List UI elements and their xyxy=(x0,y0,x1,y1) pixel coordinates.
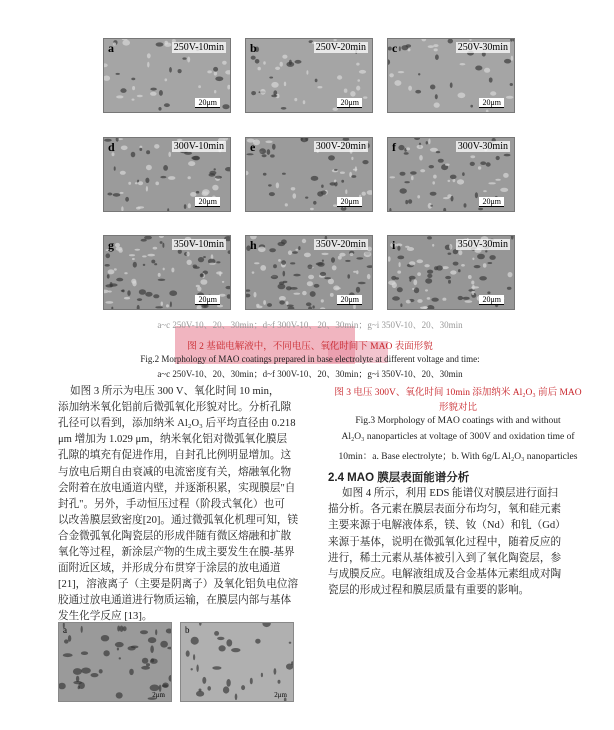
paragraph-line: 会附着在放电通道内壁，并逐渐积累，实现膜层"自 xyxy=(58,482,296,494)
paragraph-line: 添加纳米氧化铝前后微弧氧化形貌对比。分析孔隙 xyxy=(58,402,292,414)
panel-label: a xyxy=(108,41,114,55)
fig2-caption-cn: 图 2 基础电解液中，不同电压、氧化时间下 MAO 表面形貌 xyxy=(187,342,433,352)
fig2-caption-en-sub: a~c 250V-10、20、30min；d~f 300V-10、20、30min；g~i 350V-10、20、30min xyxy=(157,369,463,379)
scale-bar: 20μm xyxy=(479,197,504,207)
scale-bar: 20μm xyxy=(337,197,362,207)
panel-label: h xyxy=(250,238,257,252)
section-line: 来源于基体，说明在微弧氧化过程中，随着反应的 xyxy=(328,536,562,548)
sem-panel-d xyxy=(103,137,231,212)
paragraph-line: 如图 3 所示为电压 300 V、氧化时间 10 min， xyxy=(70,386,280,397)
fig3-caption-cn-1: 图 3 电压 300V、氧化时间 10min 添加纳米 Al₂O₃ 前后 MAO xyxy=(334,388,582,398)
fig3-image-a-label: a xyxy=(63,625,67,635)
panel-label: i xyxy=(392,238,396,252)
fig3-caption-en-3: 10min：a. Base electrolyte；b. With 6g/L Al₂O₃ nanoparticles xyxy=(338,452,578,462)
scale-bar: 20μm xyxy=(195,197,220,207)
section-line: 进行，稀土元素从基体被引入到了氧化陶瓷层，参 xyxy=(328,552,562,564)
sem-panel-h xyxy=(245,235,373,310)
panel-condition: 300V-20min xyxy=(315,141,366,152)
scale-bar: 20μm xyxy=(195,98,220,108)
fig3-caption-en-2: Al₂O₃ nanoparticles at voltage of 300V and oxidation time of xyxy=(341,432,575,442)
panel-condition: 300V-10min xyxy=(173,141,224,152)
sem-panel-i xyxy=(387,235,515,310)
paragraph-line: 与放电后期自由衰减的电流密度有关，熔融氧化物 xyxy=(58,466,292,478)
panel-condition: 350V-10min xyxy=(173,239,224,250)
section-line: 与成膜反应。电解液组成及合金基体元素组成对陶 xyxy=(328,569,562,580)
scale-bar: 20μm xyxy=(195,295,220,305)
scale-bar: 20μm xyxy=(479,295,504,305)
panel-label: e xyxy=(250,140,256,154)
fig3-caption-en-1: Fig.3 Morphology of MAO coatings with and without xyxy=(355,416,561,426)
panel-label: b xyxy=(250,41,257,55)
sem-panel-c xyxy=(387,38,515,113)
section-line: 瓷层的形成过程和膜层质量有重要的影响。 xyxy=(328,585,530,597)
fig2-subcaption: a~c 250V-10、20、30min；d~f 300V-10、20、30min；g~i 350V-10、20、30min xyxy=(157,320,463,330)
paragraph-line: 胶通过放电通道进行物质运输，在膜层内部与基体 xyxy=(58,595,292,607)
panel-condition: 350V-30min xyxy=(457,239,508,250)
panel-condition: 250V-30min xyxy=(457,42,508,53)
fig3-image-b-scale: 2μm xyxy=(274,691,287,699)
sem-panel-b xyxy=(245,38,373,113)
paragraph-line: 氧化等过程，新涂层产物的生成主要发生在膜-基界 xyxy=(58,547,295,558)
panel-label: f xyxy=(392,140,396,154)
paragraph-line: 发生化学反应 [13]。 xyxy=(58,611,153,623)
sem-panel-e xyxy=(245,137,373,212)
sem-panel-g xyxy=(103,235,231,310)
panel-condition: 250V-20min xyxy=(315,42,366,53)
section-heading: 2.4 MAO 膜层表面能谱分析 xyxy=(328,472,470,484)
fig3-image-a-scale: 2μm xyxy=(152,691,165,699)
panel-condition: 300V-30min xyxy=(457,141,508,152)
paragraph-line: 合金微弧氧化陶瓷层的形成伴随有微区熔融和扩散 xyxy=(58,530,292,542)
paragraph-line: 孔隙的填充有促进作用，自封孔比例明显增加。这 xyxy=(58,450,292,462)
panel-condition: 250V-10min xyxy=(173,42,224,53)
fig3-image-a xyxy=(58,622,172,702)
fig3-image-b-label: b xyxy=(185,625,190,635)
panel-label: c xyxy=(392,41,398,55)
scale-bar: 20μm xyxy=(337,295,362,305)
paragraph-line: [21]，溶液离子（主要是阴离子）及氧化铝负电位溶 xyxy=(58,579,299,591)
scale-bar: 20μm xyxy=(479,98,504,108)
section-line: 如图 4 所示，利用 EDS 能谱仪对膜层进行面扫 xyxy=(342,488,558,499)
paragraph-line: 封孔"。另外，手动恒压过程（阶段式氧化）也可 xyxy=(58,498,285,510)
paragraph-line: 以改善膜层致密度[20]。通过微弧氧化机理可知，镁 xyxy=(58,514,299,526)
sem-panel-f xyxy=(387,137,515,212)
section-line: 描分析。各元素在膜层表面分布均匀，氧和硅元素 xyxy=(328,504,562,516)
paragraph-line: 孔径可以看到，添加纳米 Al₂O₃ 后平均直径由 0.218 xyxy=(58,418,296,430)
section-line: 主要来源于电解液体系，镁、钕（Nd）和钆（Gd） xyxy=(328,520,566,532)
panel-condition: 350V-20min xyxy=(315,239,366,250)
fig3-image-b xyxy=(180,622,294,702)
sem-panel-a xyxy=(103,38,231,113)
fig3-caption-cn-2: 形貌对比 xyxy=(438,403,477,413)
panel-label: d xyxy=(108,140,115,154)
paragraph-line: μm 增加为 1.029 μm，纳米氧化铝对微弧氧化膜层 xyxy=(58,434,288,446)
panel-label: g xyxy=(108,238,114,252)
paragraph-line: 面附近区域，并形成分布贯穿于涂层的放电通道 xyxy=(58,563,281,575)
scale-bar: 20μm xyxy=(337,98,362,108)
fig2-caption-en: Fig.2 Morphology of MAO coatings prepared in base electrolyte at different voltage and time: xyxy=(140,354,480,364)
